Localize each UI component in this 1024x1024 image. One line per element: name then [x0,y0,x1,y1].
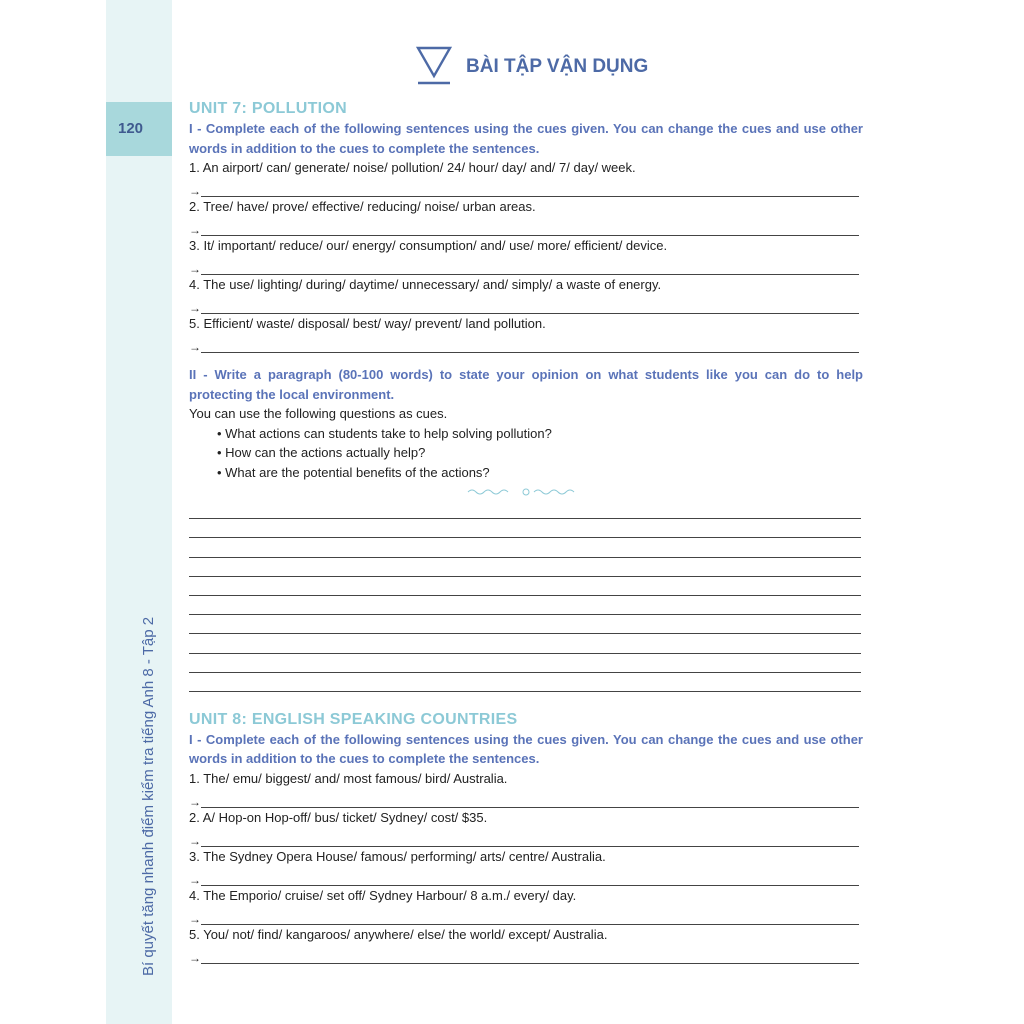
unit7-question-2-text: 2. Tree/ have/ prove/ effective/ reducing/ noise/ urban areas. [189,199,536,214]
writing-area[interactable] [189,500,863,692]
writing-line[interactable] [189,596,861,615]
arrow-icon: → [189,301,201,315]
unit7-answer-5-blank[interactable] [201,339,859,353]
writing-line[interactable] [189,673,861,692]
arrow-icon: → [189,794,201,809]
arrow-icon: → [189,950,201,965]
unit8-answer-4-blank[interactable] [201,911,859,925]
triangle-down-icon [414,44,454,86]
unit7-question-2 [189,197,863,236]
writing-line[interactable] [189,519,861,538]
writing-line[interactable] [189,615,861,634]
unit8-question-2-text: 2. A/ Hop-on Hop-off/ bus/ ticket/ Sydney/ cost/ $35. [189,809,488,825]
unit8-question-1-text: 1. The/ emu/ biggest/ and/ most famous/ bird/ Australia. [189,770,508,786]
unit7-question-4 [189,275,863,314]
unit7-answer-1-blank[interactable] [201,183,859,197]
unit8-answer-5[interactable] [189,944,863,964]
unit8-question-5 [189,925,863,964]
unit8-question-5-text: 5. You/ not/ find/ kangaroos/ anywhere/ else/ the world/ except/ Australia. [189,926,608,942]
arrow-icon: → [189,184,201,198]
unit7-question-5-text: 5. Efficient/ waste/ disposal/ best/ way/ prevent/ land pollution. [189,316,546,331]
unit8-answer-2[interactable] [189,827,863,847]
cue-bullet-3: • What are the potential benefits of the actions? [217,464,490,480]
page-number: 120 [118,120,144,137]
unit7-question-3 [189,236,863,275]
writing-line[interactable] [189,634,861,653]
unit8-question-4-text: 4. The Emporio/ cruise/ set off/ Sydney Harbour/ 8 a.m./ every/ day. [189,887,577,903]
writing-line[interactable] [189,577,861,596]
unit8-question-2 [189,808,863,847]
arrow-icon: → [189,262,201,276]
writing-line[interactable] [189,500,861,519]
unit8-answer-3-blank[interactable] [201,872,859,886]
unit8-question-1 [189,769,863,808]
cue-bullet-2: • How can the actions actually help? [217,445,426,460]
unit7-question-1-text: 1. An airport/ can/ generate/ noise/ pollution/ 24/ hour/ day/ and/ 7/ day/ week. [189,160,636,175]
unit7-answer-4-blank[interactable] [201,300,859,314]
unit8-answer-4[interactable] [189,905,863,925]
section-header-title: BÀI TẬP VẬN DỤNG [466,56,649,77]
arrow-icon: → [189,911,201,926]
unit7-question-4-text: 4. The use/ lighting/ during/ daytime/ unnecessary/ and/ simply/ a waste of energy. [189,277,662,292]
unit7-question-3-text: 3. It/ important/ reduce/ our/ energy/ consumption/ and/ use/ more/ efficient/ device. [189,238,668,253]
arrow-icon: → [189,340,201,354]
unit7-answer-3-blank[interactable] [201,261,859,275]
unit8-part1-instruction: I - Complete each of the following sentences using the cues given. You can change the cues and use other words in addition to the cues to complete the sentences. [189,731,863,767]
page-content [189,99,863,964]
unit8-answer-2-blank[interactable] [201,833,859,847]
unit7-answer-3[interactable] [189,255,863,275]
unit8-answer-3[interactable] [189,866,863,886]
unit8-title: UNIT 8: ENGLISH SPEAKING COUNTRIES [189,710,518,728]
arrow-icon: → [189,872,201,887]
unit7-part2-instruction: II - Write a paragraph (80-100 words) to state your opinion on what students like you can do to help protecting the local environment. [189,367,863,402]
writing-line[interactable] [189,654,861,673]
unit8-question-4 [189,886,863,925]
writing-line[interactable] [189,558,861,577]
writing-line[interactable] [189,538,861,557]
unit8-answer-5-blank[interactable] [201,950,859,964]
unit8-answer-1-blank[interactable] [201,794,859,808]
unit7-part1-instruction: I - Complete each of the following sentences using the cues given. You can change the cues and use other words in addition to the cues to complete the sentences. [189,121,863,156]
arrow-icon: → [189,223,201,237]
unit8-question-3-text: 3. The Sydney Opera House/ famous/ performing/ arts/ centre/ Australia. [189,848,606,864]
arrow-icon: → [189,833,201,848]
ornament-divider-icon [466,486,586,498]
unit7-cue-intro: You can use the following questions as cues. [189,406,448,421]
unit7-title: UNIT 7: POLLUTION [189,100,347,117]
unit7-question-1 [189,158,863,197]
book-title: Bí quyết tăng nhanh điểm kiểm tra tiếng Anh 8 - Tập 2 [140,616,157,976]
unit7-answer-4[interactable] [189,294,863,314]
unit7-answer-5[interactable] [189,333,863,353]
unit7-answer-2[interactable] [189,216,863,236]
unit8-question-3 [189,847,863,886]
cue-bullet-1: • What actions can students take to help solving pollution? [217,425,552,441]
unit7-answer-2-blank[interactable] [201,222,859,236]
unit8-answer-1[interactable] [189,788,863,808]
unit7-question-5 [189,314,863,353]
unit7-answer-1[interactable] [189,177,863,197]
